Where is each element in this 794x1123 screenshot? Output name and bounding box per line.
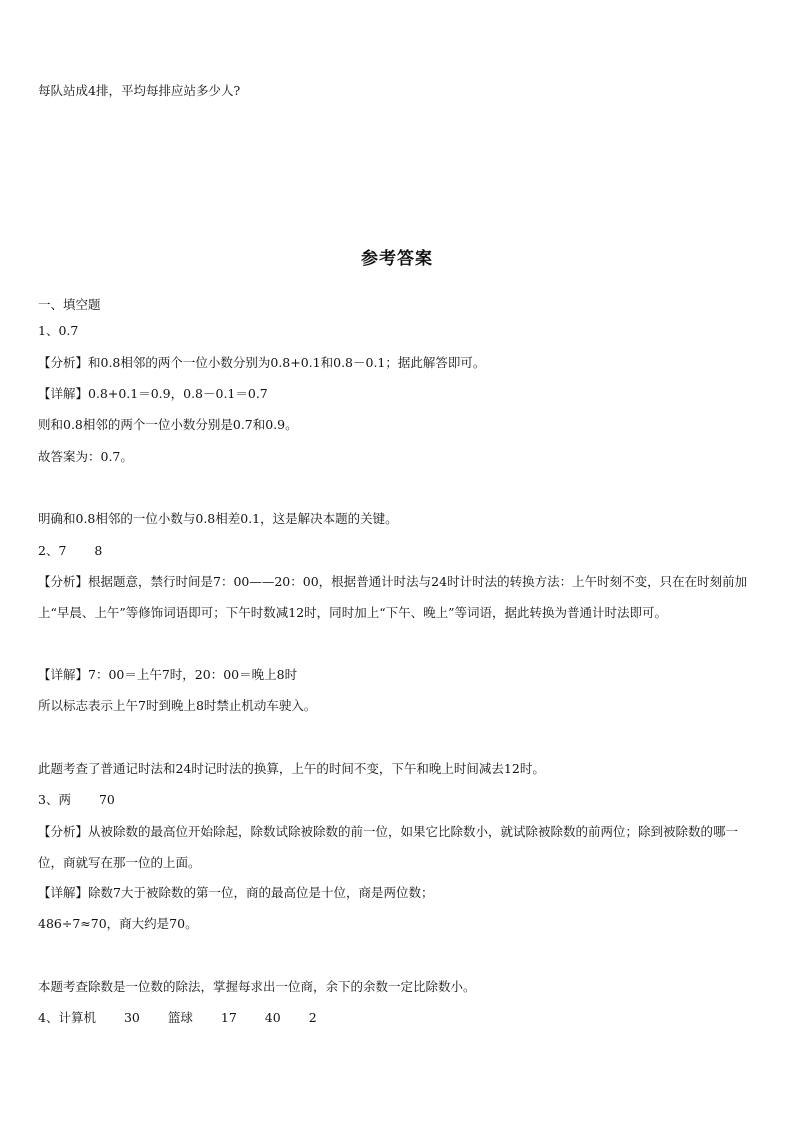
q4-answer-6: 2 (308, 1010, 317, 1025)
q3-number: 3、两 (38, 792, 71, 807)
q1-analysis: 【分析】和0.8相邻的两个一位小数分别为0.8+0.1和0.8－0.1；据此解答即可。 (38, 355, 486, 370)
q2-analysis: 【分析】根据题意，禁行时间是7：00——20：00，根据普通计时法与24时计时法的转换方法：上午时刻不变，只在在时刻前加上“早晨、上午”等修饰词语即可；下午时数减12时，同时加上“下午、晚上”等词语，据此转换为普通计时法即可。 (38, 574, 748, 620)
q3-answer-line (38, 792, 115, 808)
q4-number: 4、计算机 (38, 1010, 96, 1025)
q2-detail: 【详解】7：00＝上午7时，20：00＝晚上8时 (38, 667, 298, 682)
q1-detail: 【详解】0.8+0.1＝0.9，0.8－0.1＝0.7 (38, 386, 268, 401)
q3-detail: 【详解】除数7大于被除数的第一位，商的最高位是十位，商是两位数； (38, 885, 434, 900)
q1-summary: 明确和0.8相邻的一位小数与0.8相差0.1，这是解决本题的关键。 (38, 511, 398, 526)
q4-answer-2: 30 (123, 1010, 140, 1025)
q3-analysis: 【分析】从被除数的最高位开始除起，除数试除被除数的前一位，如果它比除数小，就试除被除数的前两位；除到被除数的哪一位，商就写在那一位的上面。 (38, 824, 739, 870)
q1-line4: 故答案为：0.7。 (38, 449, 133, 464)
q4-answer-line (38, 1010, 317, 1026)
q2-summary: 此题考查了普通记时法和24时记时法的换算，上午的时间不变，下午和晚上时间减去12时。 (38, 761, 545, 776)
question-text: 每队站成4排，平均每排应站多少人? (38, 83, 241, 98)
q1-number: 1、0.7 (38, 323, 79, 338)
q4-answer-3: 篮球 (167, 1010, 193, 1025)
q3-line3: 486÷7≈70，商大约是70。 (38, 916, 198, 931)
q2-answer-2: 8 (94, 543, 103, 558)
answer-title: 参考答案 (361, 249, 433, 269)
q4-answer-4: 17 (220, 1010, 237, 1025)
q4-answer-5: 40 (264, 1010, 281, 1025)
q2-number: 2、7 (38, 543, 67, 558)
q1-line3: 则和0.8相邻的两个一位小数分别是0.7和0.9。 (38, 417, 298, 432)
q3-answer-2: 70 (98, 792, 115, 807)
q2-line3: 所以标志表示上午7时到晚上8时禁止机动车驶入。 (38, 698, 317, 713)
q2-answer-line (38, 543, 102, 559)
q3-summary: 本题考查除数是一位数的除法，掌握每求出一位商，余下的余数一定比除数小。 (38, 979, 476, 994)
section-heading: 一、填空题 (38, 297, 101, 312)
